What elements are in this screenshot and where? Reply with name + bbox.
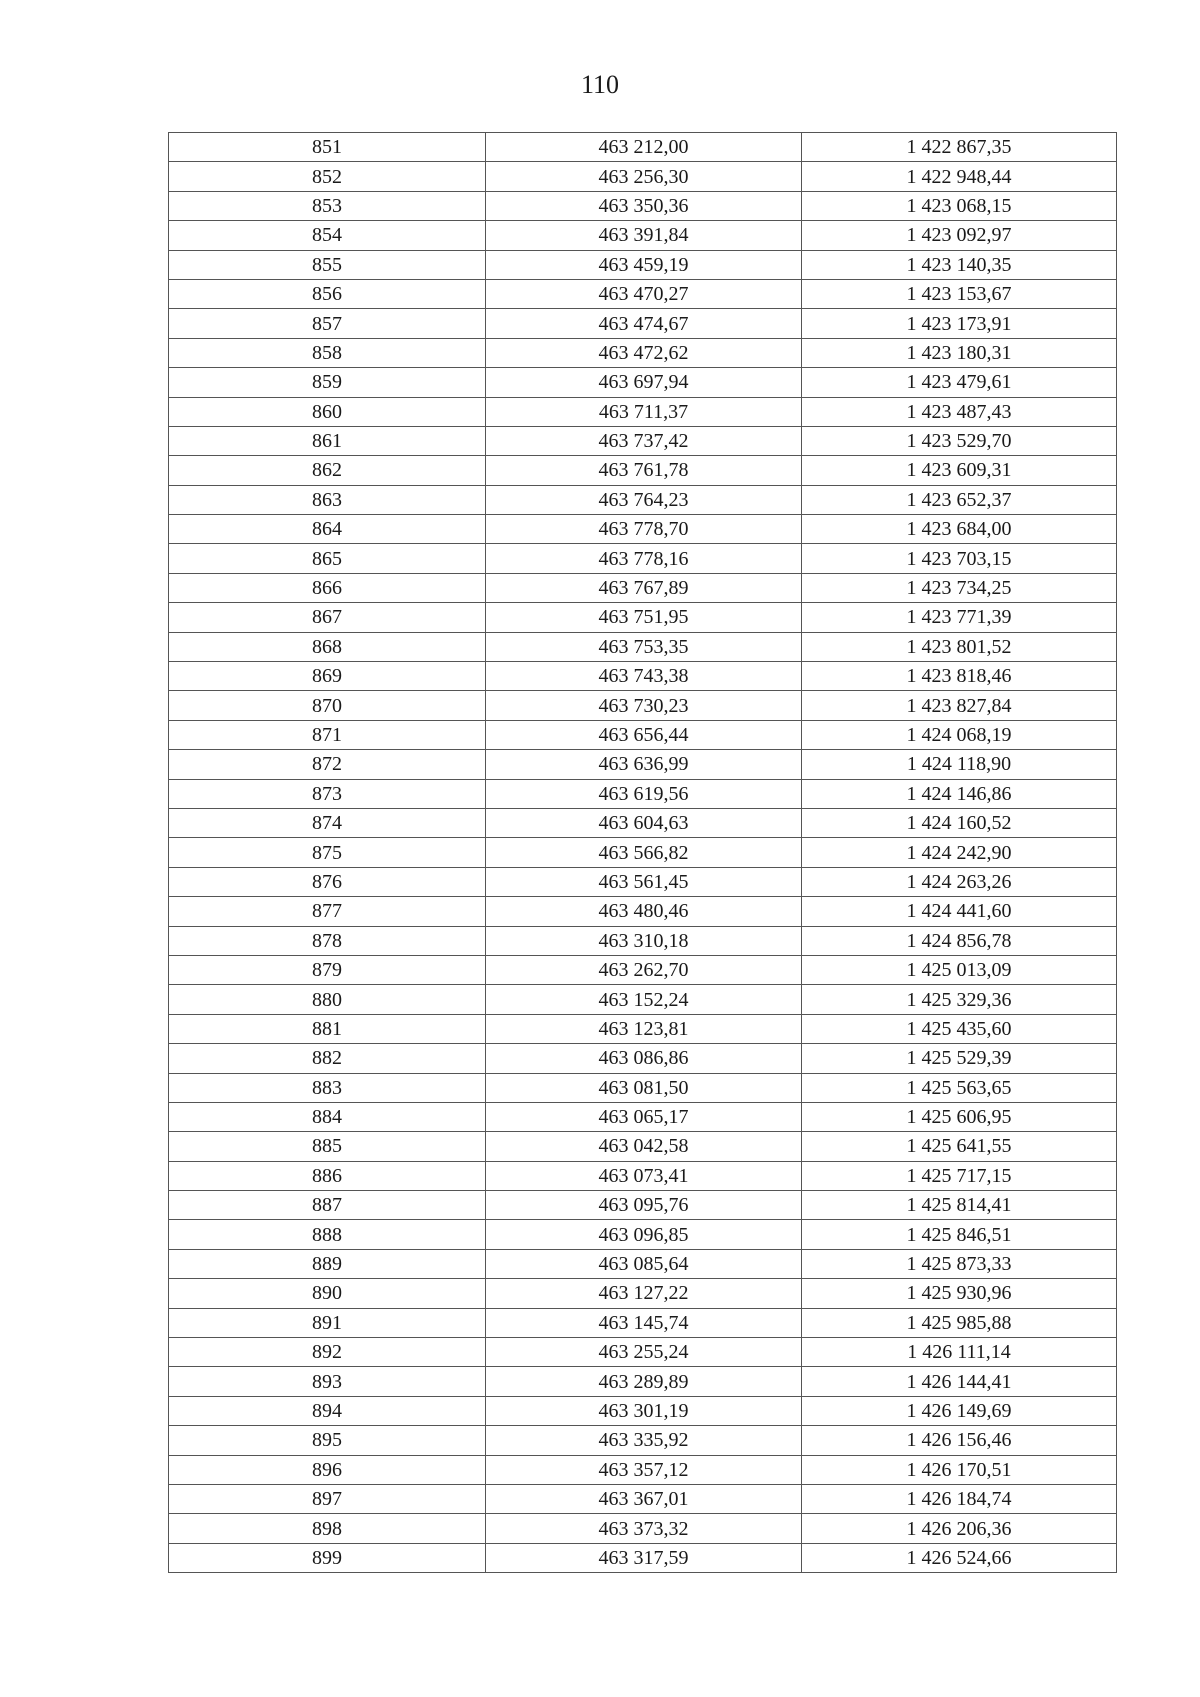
y-coordinate-cell: 1 425 985,88 bbox=[802, 1308, 1117, 1337]
table-row bbox=[169, 955, 1117, 984]
table-row bbox=[169, 926, 1117, 955]
x-coordinate-cell: 463 145,74 bbox=[486, 1308, 802, 1337]
x-coordinate-cell: 463 373,32 bbox=[486, 1514, 802, 1543]
table-row bbox=[169, 779, 1117, 808]
table-row bbox=[169, 1044, 1117, 1073]
table-row bbox=[169, 544, 1117, 573]
table-row bbox=[169, 1279, 1117, 1308]
x-coordinate-cell: 463 086,86 bbox=[486, 1044, 802, 1073]
y-coordinate-cell: 1 423 703,15 bbox=[802, 544, 1117, 573]
x-coordinate-cell: 463 085,64 bbox=[486, 1249, 802, 1278]
table-row bbox=[169, 1514, 1117, 1543]
table-row bbox=[169, 1220, 1117, 1249]
point-number-cell: 871 bbox=[169, 720, 486, 749]
table-row bbox=[169, 397, 1117, 426]
x-coordinate-cell: 463 127,22 bbox=[486, 1279, 802, 1308]
point-number-cell: 859 bbox=[169, 368, 486, 397]
x-coordinate-cell: 463 310,18 bbox=[486, 926, 802, 955]
table-row bbox=[169, 1543, 1117, 1572]
y-coordinate-cell: 1 423 652,37 bbox=[802, 485, 1117, 514]
point-number-cell: 857 bbox=[169, 309, 486, 338]
x-coordinate-cell: 463 289,89 bbox=[486, 1367, 802, 1396]
y-coordinate-cell: 1 425 563,65 bbox=[802, 1073, 1117, 1102]
point-number-cell: 885 bbox=[169, 1132, 486, 1161]
point-number-cell: 851 bbox=[169, 133, 486, 162]
y-coordinate-cell: 1 425 435,60 bbox=[802, 1014, 1117, 1043]
table-row bbox=[169, 426, 1117, 455]
table-row bbox=[169, 691, 1117, 720]
table-row bbox=[169, 1455, 1117, 1484]
x-coordinate-cell: 463 656,44 bbox=[486, 720, 802, 749]
table-row bbox=[169, 1161, 1117, 1190]
y-coordinate-cell: 1 423 771,39 bbox=[802, 603, 1117, 632]
x-coordinate-cell: 463 697,94 bbox=[486, 368, 802, 397]
table-row bbox=[169, 1426, 1117, 1455]
point-number-cell: 879 bbox=[169, 955, 486, 984]
point-number-cell: 895 bbox=[169, 1426, 486, 1455]
point-number-cell: 874 bbox=[169, 808, 486, 837]
table-row bbox=[169, 1308, 1117, 1337]
table-row bbox=[169, 191, 1117, 220]
y-coordinate-cell: 1 424 441,60 bbox=[802, 897, 1117, 926]
point-number-cell: 878 bbox=[169, 926, 486, 955]
y-coordinate-cell: 1 423 529,70 bbox=[802, 426, 1117, 455]
x-coordinate-cell: 463 753,35 bbox=[486, 632, 802, 661]
x-coordinate-cell: 463 474,67 bbox=[486, 309, 802, 338]
table-row bbox=[169, 250, 1117, 279]
y-coordinate-cell: 1 425 529,39 bbox=[802, 1044, 1117, 1073]
table-row bbox=[169, 221, 1117, 250]
x-coordinate-cell: 463 262,70 bbox=[486, 955, 802, 984]
point-number-cell: 860 bbox=[169, 397, 486, 426]
point-number-cell: 884 bbox=[169, 1102, 486, 1131]
table-row bbox=[169, 1014, 1117, 1043]
table-row bbox=[169, 573, 1117, 602]
y-coordinate-cell: 1 425 641,55 bbox=[802, 1132, 1117, 1161]
x-coordinate-cell: 463 095,76 bbox=[486, 1191, 802, 1220]
x-coordinate-cell: 463 081,50 bbox=[486, 1073, 802, 1102]
y-coordinate-cell: 1 425 013,09 bbox=[802, 955, 1117, 984]
point-number-cell: 861 bbox=[169, 426, 486, 455]
y-coordinate-cell: 1 424 242,90 bbox=[802, 838, 1117, 867]
x-coordinate-cell: 463 317,59 bbox=[486, 1543, 802, 1572]
x-coordinate-cell: 463 767,89 bbox=[486, 573, 802, 602]
x-coordinate-cell: 463 470,27 bbox=[486, 279, 802, 308]
y-coordinate-cell: 1 424 146,86 bbox=[802, 779, 1117, 808]
x-coordinate-cell: 463 764,23 bbox=[486, 485, 802, 514]
table-row bbox=[169, 985, 1117, 1014]
y-coordinate-cell: 1 423 153,67 bbox=[802, 279, 1117, 308]
y-coordinate-cell: 1 426 149,69 bbox=[802, 1396, 1117, 1425]
x-coordinate-cell: 463 636,99 bbox=[486, 750, 802, 779]
x-coordinate-cell: 463 459,19 bbox=[486, 250, 802, 279]
point-number-cell: 882 bbox=[169, 1044, 486, 1073]
x-coordinate-cell: 463 778,70 bbox=[486, 515, 802, 544]
point-number-cell: 865 bbox=[169, 544, 486, 573]
table-row bbox=[169, 1338, 1117, 1367]
table-row bbox=[169, 838, 1117, 867]
x-coordinate-cell: 463 301,19 bbox=[486, 1396, 802, 1425]
y-coordinate-cell: 1 423 068,15 bbox=[802, 191, 1117, 220]
x-coordinate-cell: 463 472,62 bbox=[486, 338, 802, 367]
y-coordinate-cell: 1 426 156,46 bbox=[802, 1426, 1117, 1455]
x-coordinate-cell: 463 212,00 bbox=[486, 133, 802, 162]
y-coordinate-cell: 1 422 948,44 bbox=[802, 162, 1117, 191]
x-coordinate-cell: 463 123,81 bbox=[486, 1014, 802, 1043]
point-number-cell: 877 bbox=[169, 897, 486, 926]
point-number-cell: 868 bbox=[169, 632, 486, 661]
y-coordinate-cell: 1 425 814,41 bbox=[802, 1191, 1117, 1220]
x-coordinate-cell: 463 778,16 bbox=[486, 544, 802, 573]
table-row bbox=[169, 279, 1117, 308]
table-row bbox=[169, 1132, 1117, 1161]
x-coordinate-cell: 463 042,58 bbox=[486, 1132, 802, 1161]
point-number-cell: 890 bbox=[169, 1279, 486, 1308]
y-coordinate-cell: 1 423 609,31 bbox=[802, 456, 1117, 485]
point-number-cell: 894 bbox=[169, 1396, 486, 1425]
table-row bbox=[169, 133, 1117, 162]
y-coordinate-cell: 1 426 111,14 bbox=[802, 1338, 1117, 1367]
y-coordinate-cell: 1 423 092,97 bbox=[802, 221, 1117, 250]
y-coordinate-cell: 1 426 184,74 bbox=[802, 1484, 1117, 1513]
point-number-cell: 875 bbox=[169, 838, 486, 867]
y-coordinate-cell: 1 424 118,90 bbox=[802, 750, 1117, 779]
point-number-cell: 887 bbox=[169, 1191, 486, 1220]
y-coordinate-cell: 1 424 068,19 bbox=[802, 720, 1117, 749]
point-number-cell: 897 bbox=[169, 1484, 486, 1513]
point-number-cell: 881 bbox=[169, 1014, 486, 1043]
x-coordinate-cell: 463 730,23 bbox=[486, 691, 802, 720]
point-number-cell: 864 bbox=[169, 515, 486, 544]
x-coordinate-cell: 463 256,30 bbox=[486, 162, 802, 191]
y-coordinate-cell: 1 423 734,25 bbox=[802, 573, 1117, 602]
y-coordinate-cell: 1 423 801,52 bbox=[802, 632, 1117, 661]
table-row bbox=[169, 1249, 1117, 1278]
point-number-cell: 854 bbox=[169, 221, 486, 250]
point-number-cell: 898 bbox=[169, 1514, 486, 1543]
y-coordinate-cell: 1 423 173,91 bbox=[802, 309, 1117, 338]
point-number-cell: 863 bbox=[169, 485, 486, 514]
x-coordinate-cell: 463 073,41 bbox=[486, 1161, 802, 1190]
point-number-cell: 872 bbox=[169, 750, 486, 779]
y-coordinate-cell: 1 422 867,35 bbox=[802, 133, 1117, 162]
point-number-cell: 870 bbox=[169, 691, 486, 720]
x-coordinate-cell: 463 743,38 bbox=[486, 662, 802, 691]
table-row bbox=[169, 867, 1117, 896]
point-number-cell: 855 bbox=[169, 250, 486, 279]
y-coordinate-cell: 1 425 606,95 bbox=[802, 1102, 1117, 1131]
table-row bbox=[169, 515, 1117, 544]
x-coordinate-cell: 463 096,85 bbox=[486, 1220, 802, 1249]
coordinates-table-body bbox=[169, 133, 1117, 1573]
y-coordinate-cell: 1 425 329,36 bbox=[802, 985, 1117, 1014]
table-row bbox=[169, 309, 1117, 338]
table-row bbox=[169, 1367, 1117, 1396]
y-coordinate-cell: 1 423 140,35 bbox=[802, 250, 1117, 279]
table-row bbox=[169, 485, 1117, 514]
table-row bbox=[169, 1484, 1117, 1513]
x-coordinate-cell: 463 619,56 bbox=[486, 779, 802, 808]
table-row bbox=[169, 632, 1117, 661]
y-coordinate-cell: 1 423 479,61 bbox=[802, 368, 1117, 397]
table-row bbox=[169, 603, 1117, 632]
x-coordinate-cell: 463 566,82 bbox=[486, 838, 802, 867]
point-number-cell: 880 bbox=[169, 985, 486, 1014]
y-coordinate-cell: 1 424 160,52 bbox=[802, 808, 1117, 837]
point-number-cell: 852 bbox=[169, 162, 486, 191]
y-coordinate-cell: 1 423 180,31 bbox=[802, 338, 1117, 367]
y-coordinate-cell: 1 423 684,00 bbox=[802, 515, 1117, 544]
point-number-cell: 853 bbox=[169, 191, 486, 220]
table-row bbox=[169, 808, 1117, 837]
point-number-cell: 876 bbox=[169, 867, 486, 896]
x-coordinate-cell: 463 152,24 bbox=[486, 985, 802, 1014]
table-row bbox=[169, 750, 1117, 779]
x-coordinate-cell: 463 391,84 bbox=[486, 221, 802, 250]
point-number-cell: 886 bbox=[169, 1161, 486, 1190]
y-coordinate-cell: 1 426 524,66 bbox=[802, 1543, 1117, 1572]
point-number-cell: 862 bbox=[169, 456, 486, 485]
page-number: 110 bbox=[580, 70, 620, 99]
point-number-cell: 866 bbox=[169, 573, 486, 602]
y-coordinate-cell: 1 426 206,36 bbox=[802, 1514, 1117, 1543]
x-coordinate-cell: 463 737,42 bbox=[486, 426, 802, 455]
y-coordinate-cell: 1 425 930,96 bbox=[802, 1279, 1117, 1308]
point-number-cell: 858 bbox=[169, 338, 486, 367]
table-row bbox=[169, 162, 1117, 191]
y-coordinate-cell: 1 426 170,51 bbox=[802, 1455, 1117, 1484]
x-coordinate-cell: 463 350,36 bbox=[486, 191, 802, 220]
x-coordinate-cell: 463 761,78 bbox=[486, 456, 802, 485]
table-row bbox=[169, 1396, 1117, 1425]
point-number-cell: 899 bbox=[169, 1543, 486, 1572]
coordinates-table bbox=[168, 132, 1117, 1573]
point-number-cell: 891 bbox=[169, 1308, 486, 1337]
x-coordinate-cell: 463 711,37 bbox=[486, 397, 802, 426]
point-number-cell: 867 bbox=[169, 603, 486, 632]
x-coordinate-cell: 463 604,63 bbox=[486, 808, 802, 837]
table-row bbox=[169, 1073, 1117, 1102]
x-coordinate-cell: 463 335,92 bbox=[486, 1426, 802, 1455]
y-coordinate-cell: 1 424 856,78 bbox=[802, 926, 1117, 955]
point-number-cell: 896 bbox=[169, 1455, 486, 1484]
table-row bbox=[169, 338, 1117, 367]
point-number-cell: 883 bbox=[169, 1073, 486, 1102]
x-coordinate-cell: 463 357,12 bbox=[486, 1455, 802, 1484]
table-row bbox=[169, 1191, 1117, 1220]
point-number-cell: 889 bbox=[169, 1249, 486, 1278]
point-number-cell: 892 bbox=[169, 1338, 486, 1367]
y-coordinate-cell: 1 425 717,15 bbox=[802, 1161, 1117, 1190]
x-coordinate-cell: 463 367,01 bbox=[486, 1484, 802, 1513]
y-coordinate-cell: 1 423 827,84 bbox=[802, 691, 1117, 720]
point-number-cell: 869 bbox=[169, 662, 486, 691]
y-coordinate-cell: 1 423 487,43 bbox=[802, 397, 1117, 426]
x-coordinate-cell: 463 751,95 bbox=[486, 603, 802, 632]
table-row bbox=[169, 897, 1117, 926]
point-number-cell: 873 bbox=[169, 779, 486, 808]
y-coordinate-cell: 1 426 144,41 bbox=[802, 1367, 1117, 1396]
x-coordinate-cell: 463 561,45 bbox=[486, 867, 802, 896]
y-coordinate-cell: 1 424 263,26 bbox=[802, 867, 1117, 896]
table-row bbox=[169, 368, 1117, 397]
table-row bbox=[169, 1102, 1117, 1131]
x-coordinate-cell: 463 065,17 bbox=[486, 1102, 802, 1131]
table-row bbox=[169, 456, 1117, 485]
y-coordinate-cell: 1 425 846,51 bbox=[802, 1220, 1117, 1249]
x-coordinate-cell: 463 480,46 bbox=[486, 897, 802, 926]
y-coordinate-cell: 1 423 818,46 bbox=[802, 662, 1117, 691]
point-number-cell: 888 bbox=[169, 1220, 486, 1249]
table-row bbox=[169, 662, 1117, 691]
table-row bbox=[169, 720, 1117, 749]
point-number-cell: 893 bbox=[169, 1367, 486, 1396]
y-coordinate-cell: 1 425 873,33 bbox=[802, 1249, 1117, 1278]
x-coordinate-cell: 463 255,24 bbox=[486, 1338, 802, 1367]
point-number-cell: 856 bbox=[169, 279, 486, 308]
